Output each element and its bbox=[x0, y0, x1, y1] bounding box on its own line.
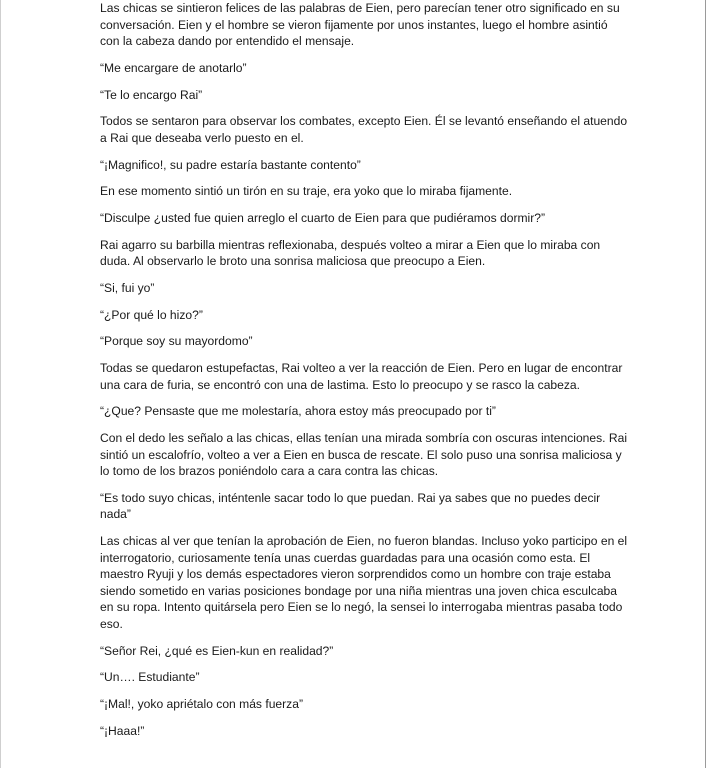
paragraph: “Señor Rei, ¿qué es Eien-kun en realidad?” bbox=[100, 643, 334, 658]
paragraph: “¿Por qué lo hizo?” bbox=[100, 307, 203, 322]
paragraph: “¡Mal!, yoko apriétalo con más fuerza” bbox=[100, 697, 303, 712]
paragraph: Rai agarro su barbilla mientras reflexionaba, después volteo a mirar a Eien que lo miraba con duda. Al observarlo le broto una sonrisa maliciosa que preocupo a Eien. bbox=[100, 237, 601, 269]
paragraph: Todas se quedaron estupefactas, Rai volteo a ver la reacción de Eien. Pero en lugar de encontrar una cara de furia, se encontró con una de lastima. Esto lo preocupo y se rasco la cabeza. bbox=[100, 360, 623, 392]
paragraph: Las chicas se sintieron felices de las palabras de Eien, pero parecían tener otro significado en su conversación. Eien y el hombre se vieron fijamente por unos instantes, luego el hombre asintió con la cabeza dando por entendido el mensaje. bbox=[100, 1, 620, 49]
paragraph: Las chicas al ver que tenían la aprobación de Eien, no fueron blandas. Incluso yoko participo en el interrogatorio, curiosamente tenía unas cuerdas guardadas para una ocasión como esta. El maestro Ryuji y los demás espectadores vieron sorprendidos como un hombre con traje estaba siendo sometido en varias posiciones bondage por una niña mientras una joven chica esculcaba en su ropa. Intento quitársela pero Eien se lo negó, la sensei lo interrogaba mientras pasaba todo eso. bbox=[100, 534, 628, 632]
document-body bbox=[100, 0, 628, 749]
paragraph: “¿Que? Pensaste que me molestaría, ahora estoy más preocupado por ti” bbox=[100, 404, 496, 419]
paragraph: “Un…. Estudiante” bbox=[100, 670, 200, 685]
paragraph: “Porque soy su mayordomo” bbox=[100, 334, 253, 349]
paragraph: “Si, fui yo” bbox=[100, 280, 155, 295]
paragraph: “Disculpe ¿usted fue quien arreglo el cuarto de Eien para que pudiéramos dormir?” bbox=[100, 210, 546, 225]
paragraph: “Me encargare de anotarlo” bbox=[100, 60, 247, 75]
paragraph: En ese momento sintió un tirón en su traje, era yoko que lo miraba fijamente. bbox=[100, 184, 513, 199]
paragraph: “Es todo suyo chicas, inténtenle sacar todo lo que puedan. Rai ya sabes que no puedes decir nada” bbox=[100, 490, 601, 522]
paragraph: “Te lo encargo Rai” bbox=[100, 87, 203, 102]
paragraph: Todos se sentaron para observar los combates, excepto Eien. Él se levantó enseñando el atuendo a Rai que deseaba verlo puesto en el. bbox=[100, 114, 628, 145]
paragraph: “¡Haaa!” bbox=[100, 723, 145, 738]
paragraph: “¡Magnifico!, su padre estaría bastante contento” bbox=[100, 157, 361, 172]
page-edge bbox=[0, 0, 1, 768]
paragraph: Con el dedo les señalo a las chicas, ellas tenían una mirada sombría con oscuras intenciones. Rai sintió un escalofrío, volteo a ver a Eien en busca de rescate. El solo puso una sonrisa maliciosa y lo tomo de los brazos poniéndolo cara a cara contra las chicas. bbox=[100, 430, 628, 479]
